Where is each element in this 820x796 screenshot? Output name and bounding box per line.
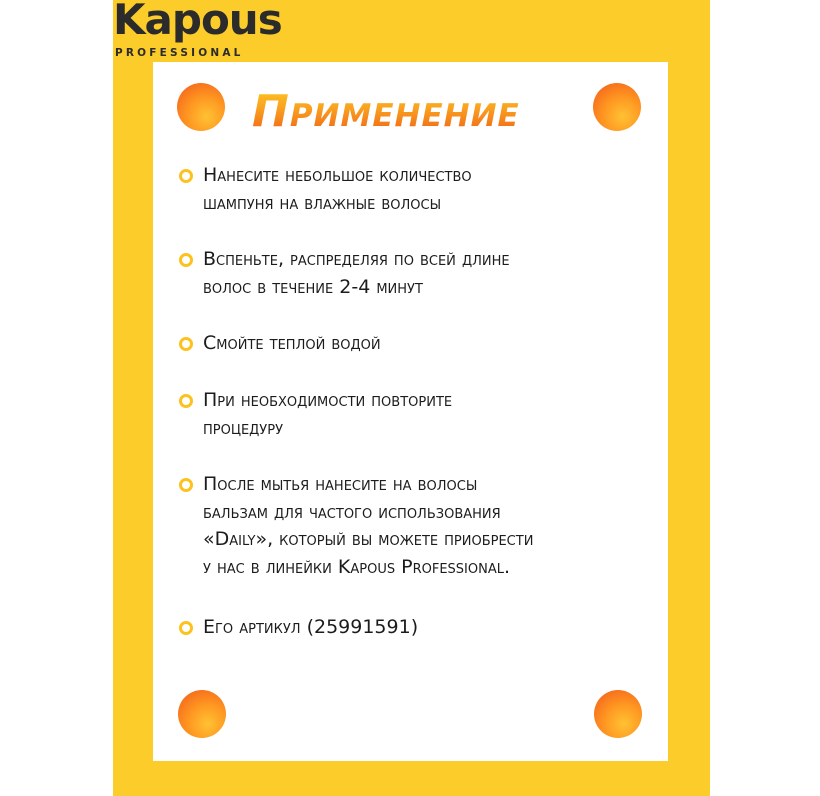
decor-dot-top-right (593, 83, 641, 131)
bullet-icon (179, 621, 193, 635)
decor-dot-top-left (177, 83, 225, 131)
decor-dot-bottom-right (594, 690, 642, 738)
list-item-text: После мытья нанесите на волосы бальзам для частого использования «Daily», который вы можете приобрести у нас в линейки Kapous Professional. (203, 473, 534, 578)
list-item (179, 246, 510, 301)
list-item-text: При необходимости повторите процедуру (203, 389, 453, 439)
bullet-icon (179, 337, 193, 351)
list-item (179, 330, 381, 358)
brand-tagline: PROFESSIONAL (115, 47, 244, 59)
bullet-icon (179, 169, 193, 183)
list-item (179, 162, 472, 217)
decor-dot-bottom-left (178, 690, 226, 738)
list-item-text: Вспеньте, распределяя по всей длине волос в течение 2-4 минут (203, 248, 510, 298)
list-item (179, 614, 418, 642)
bullet-icon (179, 478, 193, 492)
list-item-text: Смойте теплой водой (203, 332, 381, 354)
brand-name: Kapous (113, 0, 282, 44)
bullet-icon (179, 253, 193, 267)
card-title: Применение (252, 84, 582, 140)
list-item-text: Нанесите небольшое количество шампуня на влажные волосы (203, 164, 472, 214)
list-item (179, 471, 533, 581)
bullet-icon (179, 394, 193, 408)
list-item (179, 387, 452, 442)
list-item-text: Его артикул (25991591) (203, 616, 419, 638)
